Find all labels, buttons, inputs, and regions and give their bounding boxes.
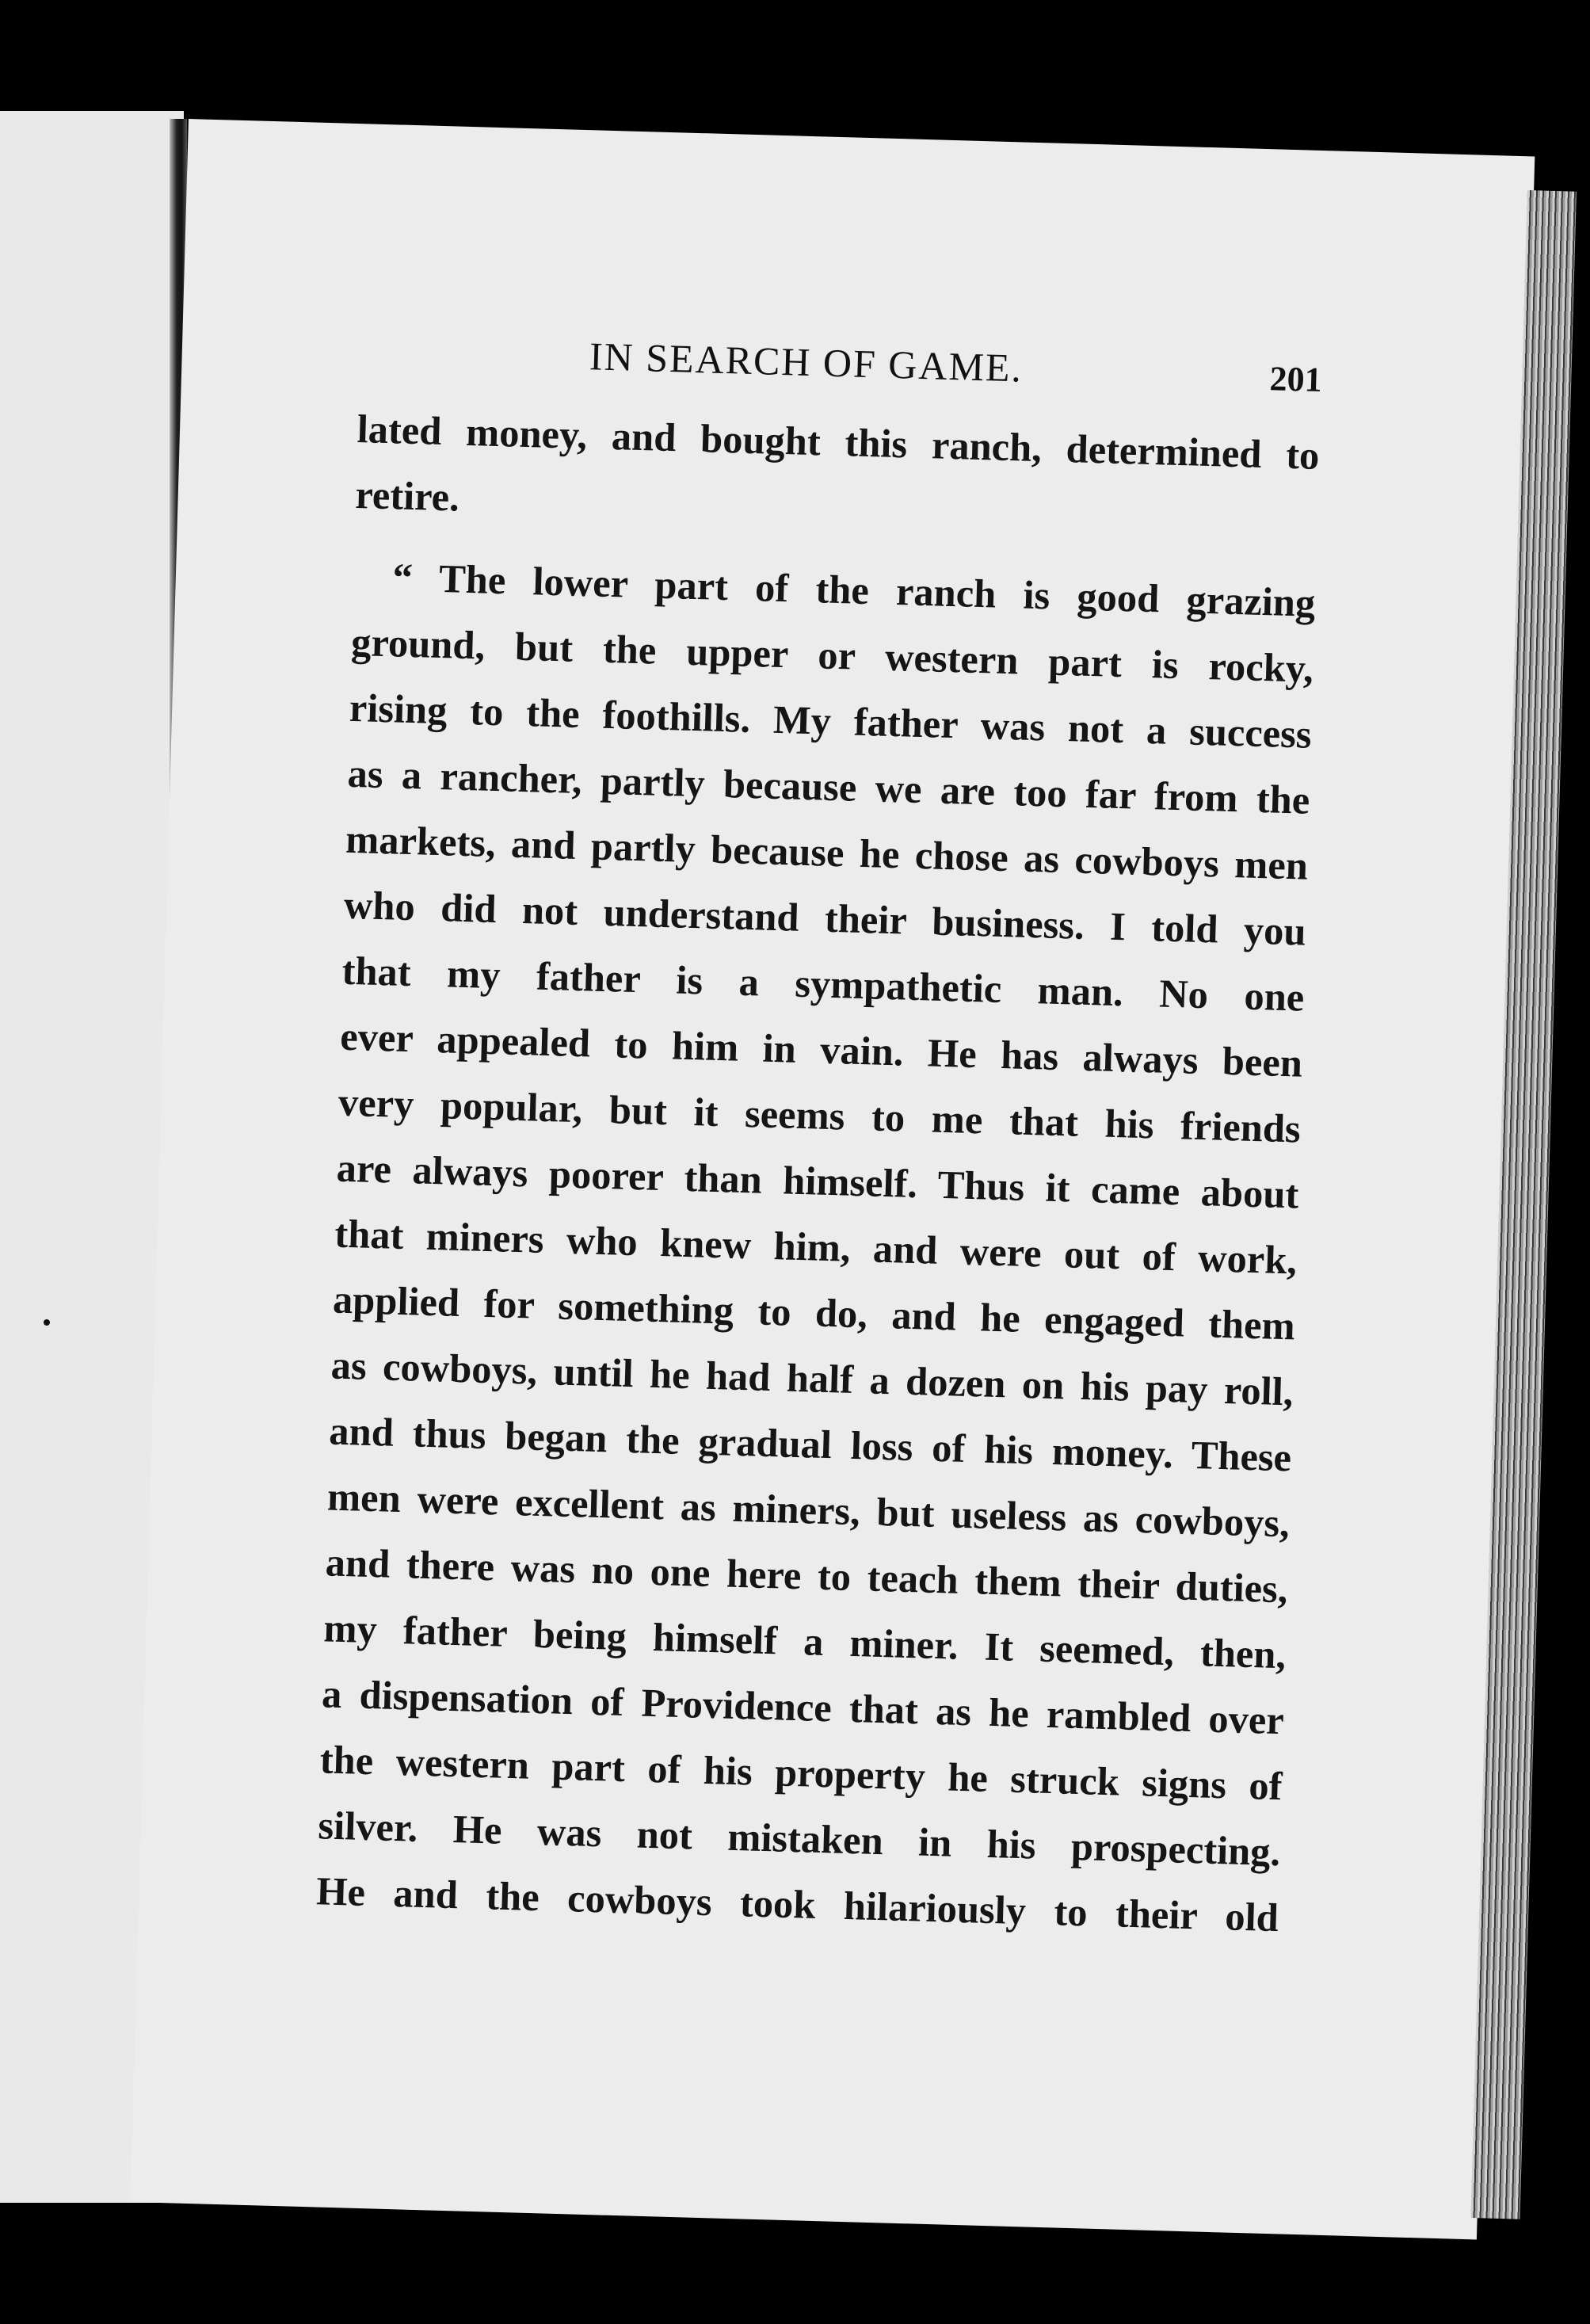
text-line: the western part of his property he struck signs of [319,1737,1283,1809]
text-line: silver. He was not mistaken in his prospecting. [317,1803,1281,1875]
text-line: rising to the foothills. My father was not a success [349,685,1313,757]
text-line: lated money, and bought this ranch, determined to [357,406,1321,478]
text-line: a dispensation of Providence that as he rambled over [321,1671,1285,1743]
paragraph [315,544,1316,1951]
text-line: retire. [354,471,460,520]
text-line: as a rancher, partly because we are too far from the [346,750,1311,822]
text-line: as cowboys, until he had half a dozen on his pay roll, [330,1342,1294,1414]
text-line: He and the cowboys took hilariously to their old [315,1868,1279,1940]
text-line: markets, and partly because he chose as cowboys men [345,816,1309,888]
text-line: are always poorer than himself. Thus it came about [336,1145,1300,1217]
text-line: ever appealed to him in vain. He has always been [339,1013,1303,1086]
text-line: my father being himself a miner. It seemed, then, [322,1605,1287,1677]
text-line: that my father is a sympathetic man. No one [341,948,1306,1020]
text-line: that miners who knew him, and were out of work, [334,1211,1298,1283]
text-line: men were excellent as miners, but useless as cowboys, [326,1474,1291,1546]
text-line: who did not understand their business. I told you [343,882,1307,954]
text-line: applied for something to do, and he engaged them [332,1276,1296,1349]
paragraph [354,396,1320,555]
text-line: and thus began the gradual loss of his money. These [328,1408,1292,1480]
body-text [310,396,1321,2166]
page-number: 201 [1268,359,1323,400]
text-line: and there was no one here to teach them their duties, [325,1540,1289,1612]
running-head: IN SEARCH OF GAME. [589,334,1024,391]
text-line: very popular, but it seems to me that his friends [337,1079,1302,1151]
text-line: “ The lower part of the ranch is good grazing [391,555,1316,625]
text-line: ground, but the upper or western part is rocky, [350,619,1314,691]
ink-speck [44,1319,50,1326]
